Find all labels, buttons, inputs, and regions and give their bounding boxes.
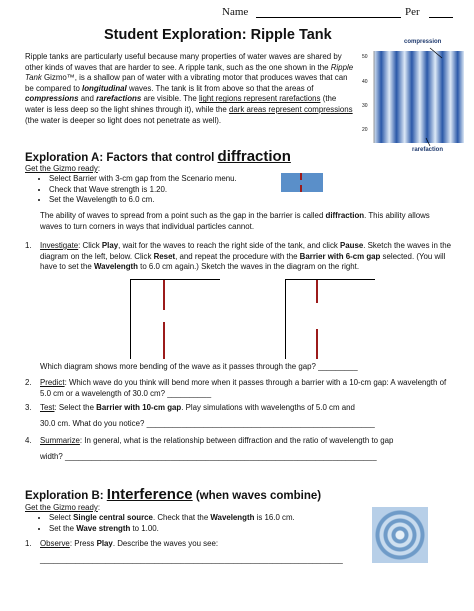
diffraction-definition: The ability of waves to spread from a point such as the gap in the barrier is called diffraction. This ability allows waves to turn corners in ways that individual particles cannot. <box>40 211 430 231</box>
setup-item: • Select Single central source. Check that the Wavelength is 16.0 cm. <box>49 513 355 524</box>
ripple-tank-image <box>358 38 468 158</box>
interference-thumbnail <box>372 507 428 563</box>
sketch-diagram-right[interactable] <box>285 279 375 359</box>
sketch-diagram-left[interactable] <box>130 279 220 359</box>
rarefaction-label: rarefaction <box>412 147 444 153</box>
setup-list-a <box>35 174 275 206</box>
b-q1-text: Observe: Press Play. Describe the waves you see: <box>40 539 219 548</box>
setup-item: • Check that Wave strength is 1.20. <box>49 185 275 196</box>
q2-number: 2. <box>25 378 32 387</box>
tick-label: 20 <box>362 127 368 133</box>
get-ready-b: Get the Gizmo ready: <box>25 503 101 512</box>
barrier-bottom <box>316 329 318 359</box>
b-q1-answer-line[interactable]: _____________________________________________________________________ <box>40 555 343 564</box>
page-title: Student Exploration: Ripple Tank <box>104 27 332 43</box>
tick-label: 40 <box>362 79 368 85</box>
name-field <box>222 6 248 18</box>
q2-text: Predict: Which wave do you think will bend more when it passes through a barrier with a 10-cm gap: A wavelength of 5.0 cm or a wavelength of 30.0 cm? __________ <box>40 378 447 398</box>
q3-text: Test: Select the Barrier with 10-cm gap. Play simulations with wavelengths of 5.0 cm and <box>40 403 355 412</box>
name-line[interactable] <box>256 17 401 18</box>
get-ready-a: Get the Gizmo ready: <box>25 164 101 173</box>
which-diagram-question: Which diagram shows more bending of the wave as it passes through the gap? _________ <box>40 362 358 371</box>
compression-label: compression <box>404 39 442 45</box>
b-q1-number: 1. <box>25 539 32 548</box>
q3-number: 3. <box>25 403 32 412</box>
barrier-bottom <box>163 322 165 359</box>
ripple-tank-figure <box>358 38 468 158</box>
intro-paragraph: Ripple tanks are particularly useful because many properties of water waves are shared by other kinds of waves that are harder to see. A ripple tank, such as the one shown in the Ripple Tank Gizmo™, is a shallow pan of water with a vibrating motor that produces waves that can be compared to longitudinal waves. The tank is lit from above so that the areas of compressions and rarefactions are visible. The light regions represent rarefactions (the water is less deep so the light shines through it), while the dark areas represent compressions (the water is deeper so light does not penetrate as well). <box>25 52 354 125</box>
q1-text: Investigate: Click Play, wait for the waves to reach the right side of the tank, and click Pause. Sketch the waves in the diagram on the left, below. Click Reset, and repeat the procedure with the Barrier with 6-cm gap selected. (You will have to set the Wavelength to 6.0 cm again.) Sketch the waves in the diagram on the right. <box>40 241 452 272</box>
exploration-a-heading: Exploration A: Factors that control diffraction <box>25 148 291 165</box>
exploration-b-heading: Exploration B: Interference (when waves combine) <box>25 486 322 503</box>
tick-label: 50 <box>362 54 368 60</box>
q4-number: 4. <box>25 436 32 445</box>
name-label: Name <box>222 6 249 18</box>
setup-item: • Select Barrier with 3-cm gap from the Scenario menu. <box>49 174 275 185</box>
setup-list-b <box>35 513 355 534</box>
tick-label: 30 <box>362 103 368 109</box>
q4-line2: width? _______________________________________________________________________ <box>40 452 377 461</box>
per-line[interactable] <box>429 17 453 18</box>
q4-text: Summarize: In general, what is the relationship between diffraction and the ratio of wavelength to gap <box>40 436 394 445</box>
q1-number: 1. <box>25 241 32 250</box>
barrier-thumbnail <box>281 173 323 192</box>
barrier-top <box>163 280 165 310</box>
wave-pattern <box>374 51 464 143</box>
setup-item: • Set the Wave strength to 1.00. <box>49 524 355 535</box>
per-label: Per <box>405 6 420 18</box>
q3-line2: 30.0 cm. What do you notice? ____________________________________________________ <box>40 419 375 428</box>
setup-item: • Set the Wavelength to 6.0 cm. <box>49 195 275 206</box>
barrier-top <box>316 280 318 303</box>
